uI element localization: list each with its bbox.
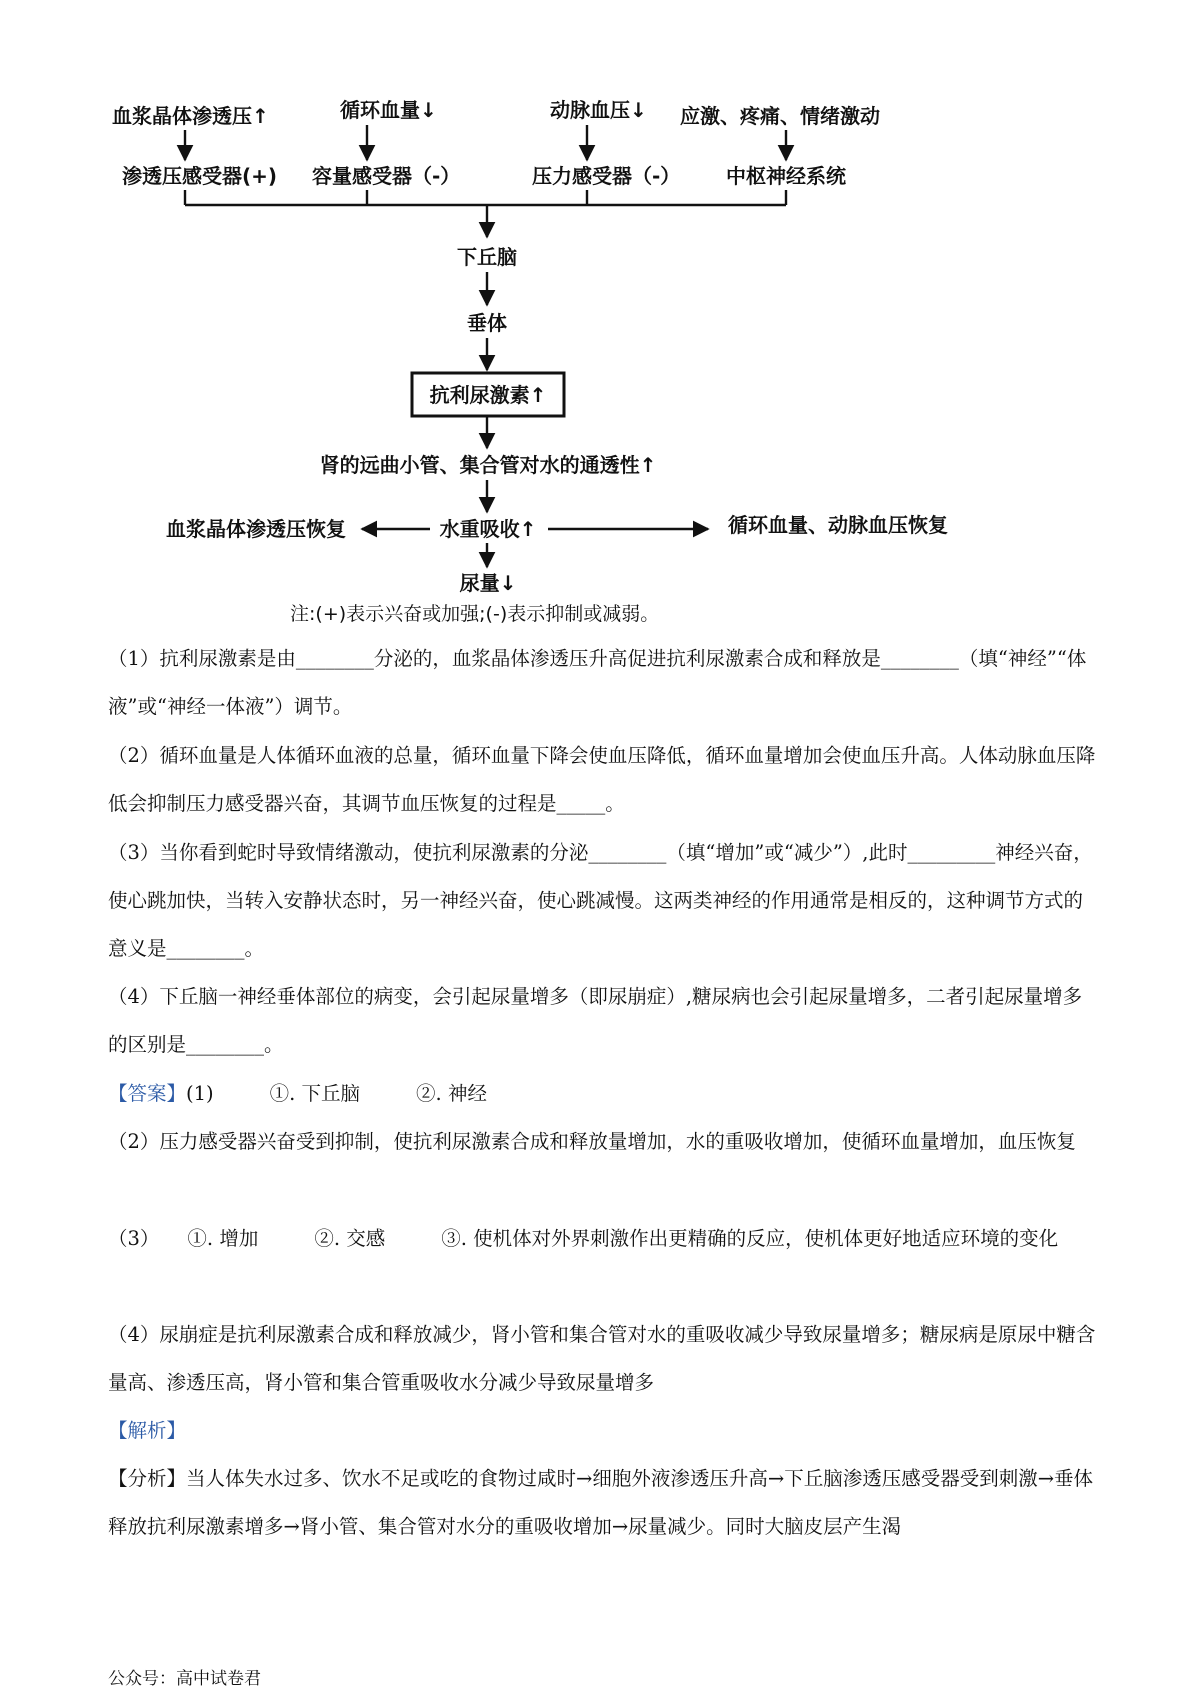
answer-3-part-2: ②. 交感: [314, 1227, 386, 1250]
analysis-heading: [108, 1407, 1100, 1455]
question-4: （4）下丘脑一神经垂体部位的病变，会引起尿量增多（即尿崩症）,糖尿病也会引起尿量增多，二者引起尿量增多的区别是________。: [108, 985, 1083, 1056]
hypothalamus-label: 下丘脑: [457, 245, 517, 269]
reabsorption-label: 水重吸收↑: [439, 517, 537, 541]
answer-1-number: (1): [186, 1082, 214, 1105]
analysis-label: 【解析】: [108, 1419, 187, 1442]
analysis-text: 当人体失水过多、饮水不足或吃的食物过咸时→细胞外液渗透压升高→下丘脑渗透压感受器受到刺激→垂体释放抗利尿激素增多→肾小管、集合管对水分的重吸收增加→尿量减少。同时大脑皮层产生渴: [108, 1467, 1094, 1538]
answer-1-part-1: ①. 下丘脑: [269, 1082, 361, 1105]
top-label-arterial-pressure: 动脉血压↓: [550, 98, 647, 122]
right-result-label: 循环血量、动脉血压恢复: [728, 513, 948, 537]
top-label-stress: 应激、疼痛、情绪激动: [680, 104, 880, 128]
urine-label: 尿量↓: [459, 571, 517, 595]
left-result-label: 血浆晶体渗透压恢复: [166, 517, 346, 541]
receptor-pressure: 压力感受器（-）: [532, 164, 681, 188]
permeability-label: 肾的远曲小管、集合管对水的通透性↑: [319, 453, 657, 477]
analysis-fenxi-label: 【分析】: [108, 1467, 187, 1490]
answer-3: [108, 1215, 1100, 1263]
answer-1-part-2: ②. 神经: [416, 1082, 487, 1105]
answer-3-number: （3）: [108, 1227, 160, 1250]
adh-label: 抗利尿激素↑: [429, 383, 547, 407]
analysis-paragraph: [108, 1455, 1100, 1551]
answer-1-line: [108, 1070, 1100, 1118]
question-3: （3）当你看到蛇时导致情绪激动，使抗利尿激素的分泌________（填“增加”或“减少”）,此时_________神经兴奋，使心跳加快，当转入安静状态时，另一神经兴奋，使心跳减慢。这两类神经的作用通常是相反的，这种调节方式的意义是________。: [108, 841, 1093, 960]
answer-4: （4）尿崩症是抗利尿激素合成和释放减少，肾小管和集合管对水的重吸收减少导致尿量增多；糖尿病是原尿中糖含量高、渗透压高，肾小管和集合管重吸收水分减少导致尿量增多: [108, 1323, 1096, 1394]
diagram-note: 注:(+)表示兴奋或加强;(-)表示抑制或减弱。: [290, 603, 660, 625]
question-2: （2）循环血量是人体循环血液的总量，循环血量下降会使血压降低，循环血量增加会使血压升高。人体动脉血压降低会抑制压力感受器兴奋，其调节血压恢复的过程是_____。: [108, 744, 1096, 815]
top-label-blood-volume: 循环血量↓: [340, 98, 437, 122]
top-label-plasma-osmotic: 血浆晶体渗透压↑: [112, 104, 269, 128]
footer-source: 公众号：高中试卷君: [108, 1669, 261, 1689]
answer-label: 【答案】: [108, 1082, 187, 1105]
receptor-osmo: 渗透压感受器(+): [122, 164, 278, 188]
receptor-volume: 容量感受器（-）: [312, 164, 461, 188]
pituitary-label: 垂体: [467, 311, 507, 335]
receptor-cns: 中枢神经系统: [726, 164, 846, 188]
answer-2: （2）压力感受器兴奋受到抑制，使抗利尿激素合成和释放量增加，水的重吸收增加，使循环血量增加，血压恢复: [108, 1130, 1076, 1153]
adh-regulation-diagram: [0, 0, 1200, 640]
question-1: （1）抗利尿激素是由________分泌的，血浆晶体渗透压升高促进抗利尿激素合成和释放是________（填“神经”“体液”或“神经一体液”）调节。: [108, 647, 1087, 718]
answer-3-part-3: ③. 使机体对外界刺激作出更精确的反应，使机体更好地适应环境的变化: [441, 1227, 1059, 1250]
answer-3-part-1: ①. 增加: [187, 1227, 259, 1250]
